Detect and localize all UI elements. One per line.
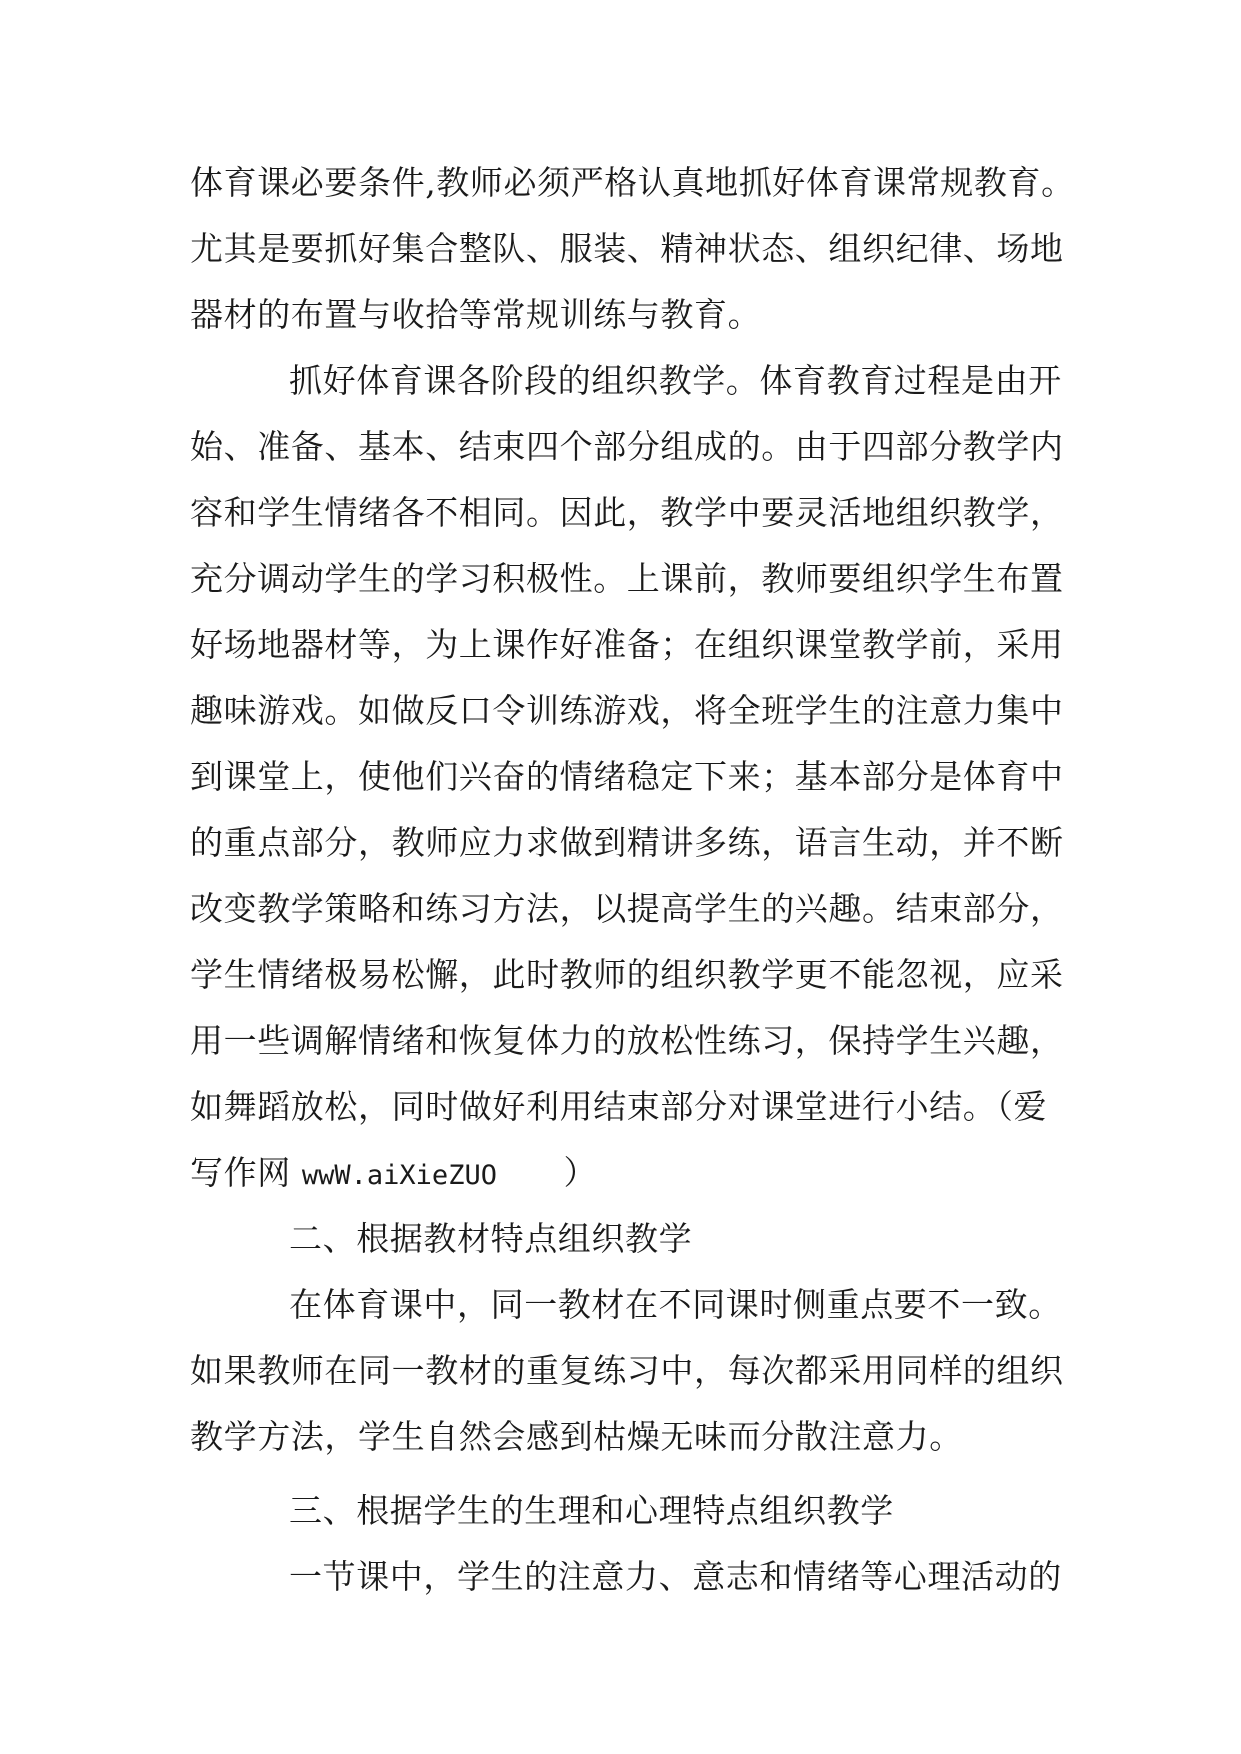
text-line: 教学方法，学生自然会感到枯燥无味而分散注意力。 bbox=[190, 1417, 963, 1456]
text-line: 器材的布置与收拾等常规训练与教育。 bbox=[190, 295, 762, 334]
text-line: 趣味游戏。如做反口令训练游戏，将全班学生的注意力集中 bbox=[190, 691, 1064, 730]
text-line: 好场地器材等，为上课作好准备；在组织课堂教学前，采用 bbox=[190, 625, 1064, 664]
paragraph-start-line: 抓好体育课各阶段的组织教学。体育教育过程是由开 bbox=[289, 361, 1062, 400]
text-line: 如舞蹈放松，同时做好利用结束部分对课堂进行小结。（爱 bbox=[190, 1087, 1048, 1126]
source-url: wwW.aiXieZUO bbox=[301, 1160, 497, 1191]
text-line: 体育课必要条件,教师必须严格认真地抓好体育课常规教育。 bbox=[190, 163, 1075, 202]
section-heading-3: 三、根据学生的生理和心理特点组织教学 bbox=[289, 1491, 894, 1530]
source-line bbox=[190, 1140, 1060, 1206]
paragraph-start-line: 在体育课中，同一教材在不同课时侧重点要不一致。 bbox=[289, 1285, 1062, 1324]
text-line: 用一些调解情绪和恢复体力的放松性练习，保持学生兴趣， bbox=[190, 1021, 1064, 1060]
text-line: 如果教师在同一教材的重复练习中，每次都采用同样的组织 bbox=[190, 1351, 1064, 1390]
text-line: 尤其是要抓好集合整队、服装、精神状态、组织纪律、场地 bbox=[190, 229, 1064, 268]
text-line: 的重点部分，教师应力求做到精讲多练，语言生动，并不断 bbox=[190, 823, 1064, 862]
source-prefix: 写作网 bbox=[190, 1153, 302, 1192]
text-line: 始、准备、基本、结束四个部分组成的。由于四部分教学内 bbox=[190, 427, 1064, 466]
paragraph-start-line: 一节课中，学生的注意力、意志和情绪等心理活动的 bbox=[289, 1557, 1062, 1596]
section-heading-2: 二、根据教材特点组织教学 bbox=[289, 1219, 693, 1258]
text-line: 容和学生情绪各不相同。因此，教学中要灵活地组织教学， bbox=[190, 493, 1064, 532]
text-line: 到课堂上，使他们兴奋的情绪稳定下来；基本部分是体育中 bbox=[190, 757, 1064, 796]
text-line: 改变教学策略和练习方法，以提高学生的兴趣。结束部分， bbox=[190, 889, 1064, 928]
text-line: 学生情绪极易松懈，此时教师的组织教学更不能忽视，应采 bbox=[190, 955, 1064, 994]
source-suffix: ） bbox=[496, 1153, 598, 1192]
body-text bbox=[190, 150, 1075, 1610]
text-line: 充分调动学生的学习积极性。上课前，教师要组织学生布置 bbox=[190, 559, 1064, 598]
